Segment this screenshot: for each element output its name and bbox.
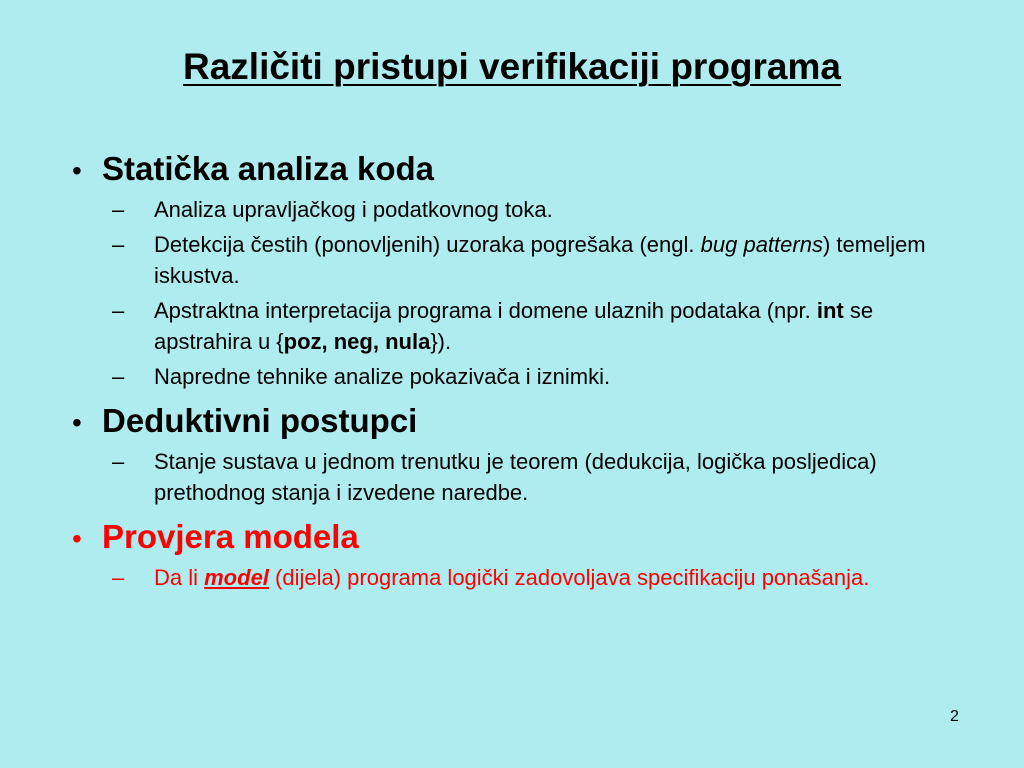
list-item-text: Da li model (dijela) programa logički zadovoljava specifikaciju ponašanja. — [154, 565, 870, 590]
dash: – — [112, 364, 125, 389]
emphasized-term: model — [204, 565, 269, 590]
list-item — [72, 295, 972, 357]
bullet: • — [72, 523, 82, 554]
list-item — [72, 194, 972, 225]
dash: – — [112, 232, 125, 257]
page-number: 2 — [950, 708, 959, 725]
list-item — [72, 361, 972, 392]
section-heading-text: Deduktivni postupci — [102, 402, 418, 439]
list-item-text: Detekcija čestih (ponovljenih) uzoraka pogrešaka (engl. bug patterns) temeljem iskustva. — [154, 232, 926, 288]
list-item — [72, 229, 972, 291]
list-item — [72, 446, 972, 508]
italic-term: bug patterns — [700, 232, 823, 257]
list-item-text: Apstraktna interpretacija programa i domene ulaznih podataka (npr. int se apstrahira u {poz, neg, nula}). — [154, 298, 874, 354]
dash: – — [112, 298, 125, 323]
section-heading-text: Statička analiza koda — [102, 150, 434, 187]
list-item-text: Analiza upravljačkog i podatkovnog toka. — [154, 197, 553, 222]
section-heading-deductive — [72, 402, 972, 440]
dash: – — [112, 565, 125, 590]
list-item — [72, 562, 972, 593]
bold-term: int — [816, 298, 844, 323]
dash: – — [112, 449, 125, 474]
dash: – — [112, 197, 125, 222]
bullet: • — [72, 155, 82, 186]
section-heading-text: Provjera modela — [102, 518, 359, 555]
section-heading-static-analysis — [72, 150, 972, 188]
list-item-text: Napredne tehnike analize pokazivača i iznimki. — [154, 364, 611, 389]
slide-title: Različiti pristupi verifikaciji programa — [183, 46, 841, 87]
bullet: • — [72, 407, 82, 438]
slide-content — [72, 150, 972, 593]
list-item-text: Stanje sustava u jednom trenutku je teorem (dedukcija, logička posljedica) prethodnog stanja i izvedene naredbe. — [154, 449, 877, 505]
section-heading-model-checking — [72, 518, 972, 556]
bold-term: poz, neg, nula — [283, 329, 431, 354]
